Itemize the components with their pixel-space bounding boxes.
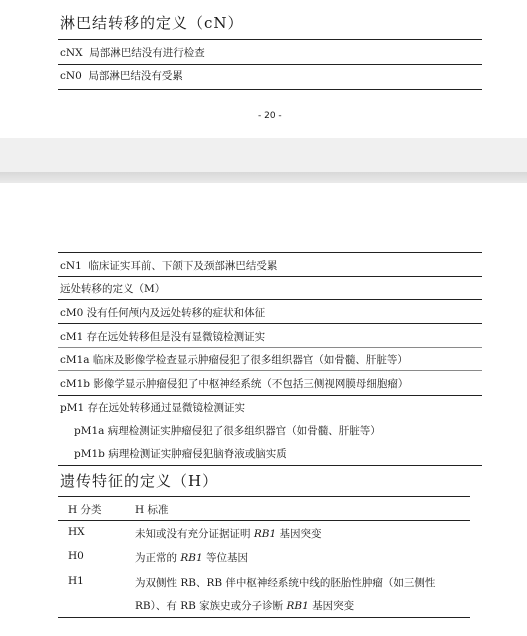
gene-name: RB1 xyxy=(180,552,203,564)
row-text: 病理检测证实肿瘤侵犯脑脊液或脑实质 xyxy=(108,448,287,460)
row-text: 影像学显示肿瘤侵犯了中枢神经系统（不包括三侧视网膜母细胞瘤） xyxy=(93,378,409,390)
table-bottom-rule xyxy=(58,465,482,466)
table-row xyxy=(60,400,245,415)
row-text-line1: 为双侧性 RB、RB 伴中枢神经系统中线的胚胎性肿瘤（如三侧性 xyxy=(135,577,436,589)
row-divider xyxy=(58,64,482,65)
row-code: cM1b xyxy=(60,378,91,390)
table-bottom-rule xyxy=(58,617,470,618)
row-code: cN0 xyxy=(60,70,82,82)
row-text: 存在远处转移通过显微镜检测证实 xyxy=(87,402,245,414)
table-bottom-rule xyxy=(58,89,482,90)
table-row xyxy=(60,305,265,320)
column-header-h-class: H 分类 xyxy=(68,504,102,516)
row-divider xyxy=(58,347,482,348)
row-code: cM1 xyxy=(60,331,84,343)
text-segment: 基因突变 xyxy=(276,528,322,540)
row-text: 临床及影像学检查显示肿瘤侵犯了很多组织器官（如骨髓、肝脏等） xyxy=(92,354,408,366)
table-row xyxy=(60,45,205,60)
table-row xyxy=(60,258,277,273)
table-row xyxy=(60,376,408,391)
page-number: - 20 - xyxy=(258,111,282,121)
table-row xyxy=(60,352,408,367)
row-code: cNX xyxy=(60,47,83,59)
row-text: 临床证实耳前、下颌下及颈部淋巴结受累 xyxy=(88,260,278,272)
row-divider xyxy=(58,395,482,396)
page-separator-shadow xyxy=(0,172,527,183)
header-divider xyxy=(58,520,470,521)
row-divider xyxy=(58,299,482,300)
gene-name: RB1 xyxy=(253,528,277,540)
gene-name: RB1 xyxy=(286,600,309,612)
text-segment: 基因突变 xyxy=(308,600,355,612)
section-heading-cn: 淋巴结转移的定义（cN） xyxy=(60,14,244,32)
row-code: cM0 xyxy=(60,307,84,319)
section-heading-h: 遗传特征的定义（H） xyxy=(60,472,219,490)
table-top-rule xyxy=(58,39,482,40)
text-segment: 等位基因 xyxy=(202,552,248,564)
row-divider xyxy=(58,323,482,324)
row-text: 存在远处转移但是没有显微镜检测证实 xyxy=(86,331,266,343)
row-text: 局部淋巴结没有受累 xyxy=(88,70,183,82)
row-divider xyxy=(58,276,482,277)
row-code: H1 xyxy=(68,575,84,587)
row-code: HX xyxy=(68,526,85,538)
text-segment: 未知或没有充分证据证明 xyxy=(135,528,254,540)
row-text-line2 xyxy=(135,598,354,613)
row-text: 没有任何颅内及远处转移的症状和体征 xyxy=(86,307,266,319)
row-code: H0 xyxy=(68,550,84,562)
row-text xyxy=(135,526,322,541)
table-row xyxy=(60,329,265,344)
row-divider xyxy=(58,370,482,371)
column-header-h-criteria: H 标准 xyxy=(135,504,169,516)
row-code: pM1b xyxy=(74,448,105,460)
row-code: pM1a xyxy=(74,425,105,437)
row-code: cN1 xyxy=(60,260,82,272)
row-code: cM1a xyxy=(60,354,90,366)
row-text xyxy=(135,550,248,565)
row-code: pM1 xyxy=(60,402,85,414)
text-segment: 为正常的 xyxy=(135,552,181,564)
table-top-rule xyxy=(58,496,470,497)
table-row xyxy=(74,423,381,438)
row-text: 病理检测证实肿瘤侵犯了很多组织器官（如骨髓、肝脏等） xyxy=(107,425,381,437)
table-top-rule xyxy=(58,252,482,253)
table-row xyxy=(74,446,287,461)
table-row xyxy=(60,68,183,83)
m-definition-title: 远处转移的定义（M） xyxy=(60,283,166,295)
text-segment: RB）、有 RB 家族史或分子诊断 xyxy=(135,600,287,612)
row-text: 局部淋巴结没有进行检查 xyxy=(89,47,205,59)
